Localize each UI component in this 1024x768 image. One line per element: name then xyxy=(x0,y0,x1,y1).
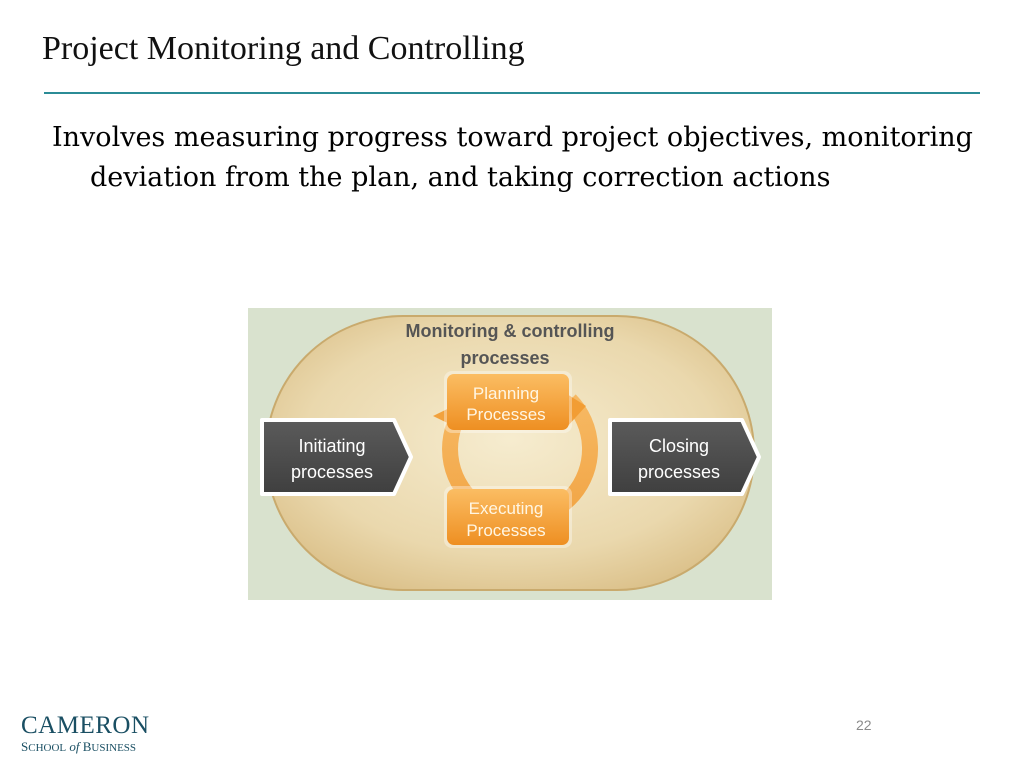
initiating-arrow xyxy=(262,420,411,494)
cameron-school-of-business-logo xyxy=(21,713,150,755)
executing-label-line2: Processes xyxy=(466,521,546,540)
logo-school-rest: CHOOL xyxy=(28,742,67,754)
initiating-label-line2: processes xyxy=(290,462,374,482)
planning-label-line1: Planning xyxy=(472,384,540,403)
logo-of: of xyxy=(69,739,80,754)
slide-title: Project Monitoring and Controlling xyxy=(42,30,525,67)
executing-label-line1: Executing xyxy=(468,499,544,518)
outer-label-line2: processes xyxy=(460,348,550,368)
closing-arrow xyxy=(610,420,759,494)
logo-name: CAMERON xyxy=(21,712,150,739)
process-diagram xyxy=(248,308,772,600)
title-divider xyxy=(44,92,980,94)
initiating-label-line1: Initiating xyxy=(298,436,366,456)
page-number: 22 xyxy=(856,717,872,733)
planning-label-line2: Processes xyxy=(466,405,546,424)
closing-label-line2: processes xyxy=(637,462,721,482)
closing-label-line1: Closing xyxy=(648,436,710,456)
body-paragraph: Involves measuring progress toward project objectives, monitoring deviation from the plan, and taking correction actions xyxy=(52,122,973,193)
logo-business-rest: USINESS xyxy=(91,742,137,754)
logo-school-initial: S xyxy=(21,739,29,754)
logo-business-initial: B xyxy=(82,739,92,754)
outer-label-line1: Monitoring & controlling xyxy=(405,321,615,341)
logo-subtitle xyxy=(21,740,150,755)
